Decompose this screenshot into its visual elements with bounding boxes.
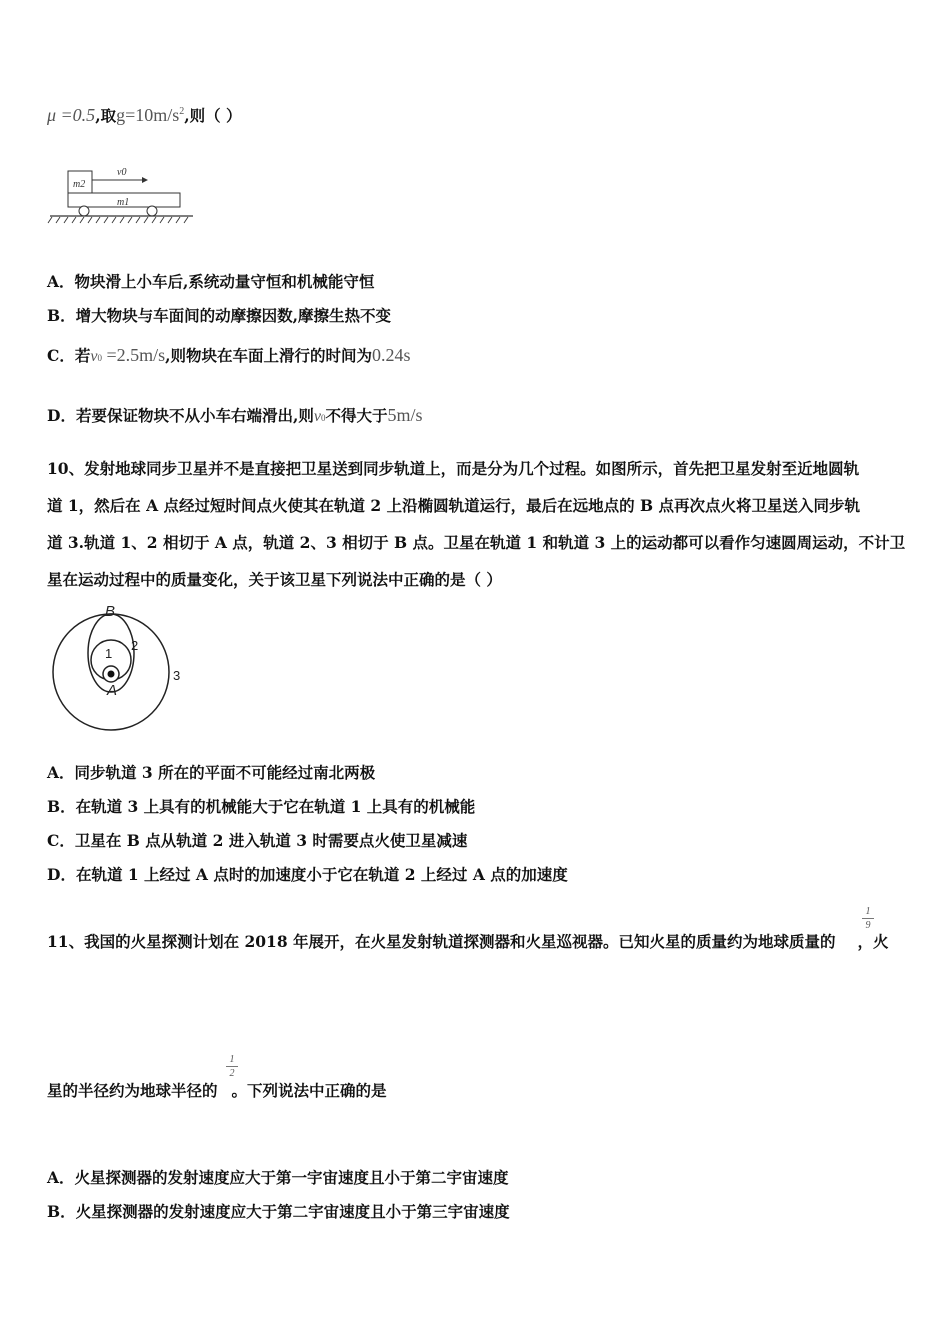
- q9-option-b: B．增大物块与车面间的动摩擦因数,摩擦生热不变: [47, 306, 392, 325]
- q10-stem-line-2: 道 1，然后在 A 点经过短时间点火使其在轨道 2 上沿椭圆轨道运行，最后在远地点的 B 点再次点火将卫星送入同步轨: [47, 496, 860, 515]
- q9-option-a: A．物块滑上小车后,系统动量守恒和机械能守恒: [47, 272, 375, 291]
- q9-g-value: $g=10m/s^2$: [116, 105, 185, 125]
- point-b-label: B: [105, 603, 116, 620]
- mass-ratio-fraction: 1 9: [862, 906, 874, 931]
- q10-option-c: C．卫星在 B 点从轨道 2 进入轨道 3 时需要点火使卫星减速: [47, 831, 468, 850]
- m1-label: m1: [117, 197, 130, 208]
- q9-stem: μ =0.5,取$g=10m/s^2$,则（ ）: [47, 105, 242, 125]
- q11-option-b: B．火星探测器的发射速度应大于第二宇宙速度且小于第三宇宙速度: [47, 1202, 510, 1221]
- orbit-3-label: 3: [173, 668, 181, 683]
- q10-option-b: B．在轨道 3 上具有的机械能大于它在轨道 1 上具有的机械能: [47, 797, 476, 816]
- orbit-figure: [47, 598, 197, 738]
- q9-mu-value: μ =0.5: [47, 105, 96, 125]
- q11-option-a: A．火星探测器的发射速度应大于第一宇宙速度且小于第二宇宙速度: [47, 1168, 509, 1187]
- radius-ratio-fraction: 1 2: [226, 1054, 238, 1079]
- q10-option-d: D．在轨道 1 上经过 A 点时的加速度小于它在轨道 2 上经过 A 点的加速度: [47, 865, 568, 884]
- q10-stem-line-4: 星在运动过程中的质量变化，关于该卫星下列说法中正确的是（ ）: [47, 570, 502, 589]
- q9-option-c: C．若v0 =2.5m/s,则物块在车面上滑行的时间为0.24s: [47, 345, 411, 365]
- q11-stem-line-2: 星的半径约为地球半径的 。下列说法中正确的是: [47, 1081, 387, 1100]
- q10-option-a: A．同步轨道 3 所在的平面不可能经过南北两极: [47, 763, 376, 782]
- cart-block-figure: [47, 160, 197, 230]
- q10-stem-line-1: 10、发射地球同步卫星并不是直接把卫星送到同步轨道上，而是分为几个过程。如图所示，首先把卫星发射至近地圆轨: [47, 459, 860, 478]
- orbit-1-label: 1: [105, 646, 113, 661]
- point-a-label: A: [107, 682, 118, 699]
- q10-stem-line-3: 道 3.轨道 1、2 相切于 A 点，轨道 2、3 相切于 B 点。卫星在轨道 1 和轨道 3 上的运动都可以看作匀速圆周运动，不计卫: [47, 533, 906, 552]
- q11-stem-line-1: 11、我国的火星探测计划在 2018 年展开，在火星发射轨道探测器和火星巡视器。已知火星的质量约为地球质量的 ，火: [47, 932, 889, 951]
- m2-label: m2: [73, 179, 86, 190]
- orbit-2-label: 2: [131, 638, 139, 653]
- q9-option-d: D．若要保证物块不从小车右端滑出,则v0不得大于5m/s: [47, 405, 423, 425]
- v0-label: v0: [117, 167, 127, 178]
